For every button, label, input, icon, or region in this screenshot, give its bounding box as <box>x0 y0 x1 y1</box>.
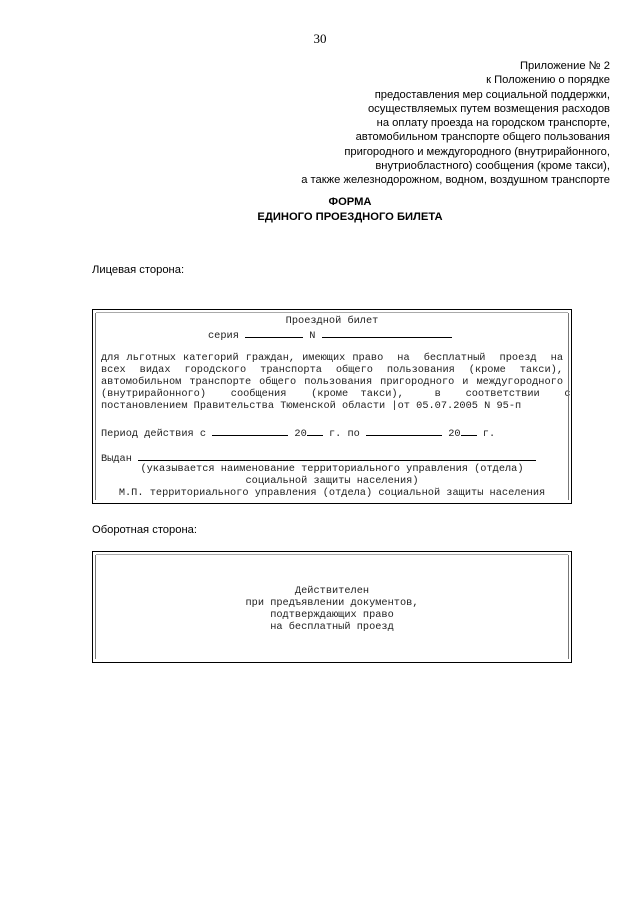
back-line: подтверждающих право <box>270 609 394 621</box>
back-line: при предъявлении документов, <box>245 597 419 609</box>
from-suffix: г. по <box>328 428 360 440</box>
year-prefix: 20 <box>448 428 461 440</box>
appendix-line: на оплату проезда на городском транспорте, <box>376 117 610 130</box>
form-title-line1: ФОРМА <box>328 196 372 208</box>
appendix-header <box>190 59 610 188</box>
page-number: 30 <box>313 31 327 46</box>
ticket-back-form <box>92 551 572 663</box>
back-line: на бесплатный проезд <box>270 621 394 633</box>
period-from-field[interactable] <box>212 426 288 436</box>
to-suffix: г. <box>482 428 496 440</box>
appendix-line: к Положению о порядке <box>486 74 610 87</box>
ticket-title: Проездной билет <box>285 315 379 327</box>
body-line: автомобильном транспорте общего пользования пригородного и междугородного <box>101 376 563 388</box>
period-row <box>101 426 495 440</box>
ticket-front-form <box>92 309 572 504</box>
number-field[interactable] <box>322 328 452 338</box>
appendix-line: а также железнодорожном, водном, воздушном транспорте <box>301 174 610 187</box>
series-field[interactable] <box>245 328 303 338</box>
year-prefix: 20 <box>294 428 307 440</box>
appendix-line: пригородного и междугородного (внутрирайонного, <box>344 145 610 158</box>
stamp-line: М.П. территориального управления (отдела) социальной защиты населения <box>118 487 546 499</box>
appendix-line: автомобильном транспорте общего пользования <box>355 131 610 144</box>
issued-note-1: (указывается наименование территориального управления (отдела) <box>140 463 524 475</box>
body-line: всех видах городского транспорта общего пользования (кроме такси), <box>101 364 563 376</box>
appendix-line: предоставления мер социальной поддержки, <box>374 88 610 101</box>
issued-field[interactable] <box>138 451 536 461</box>
issued-label: Выдан <box>101 453 132 465</box>
period-label: Период действия с <box>101 428 207 440</box>
appendix-line: Приложение № 2 <box>519 60 610 72</box>
form-title <box>0 195 640 224</box>
top-rule <box>96 312 568 313</box>
back-side-label: Оборотная сторона: <box>92 524 197 536</box>
period-to-field[interactable] <box>366 426 442 436</box>
series-label: серия <box>208 330 239 342</box>
body-line: (внутрирайонного) сообщения (кроме такси), в соответствии с <box>101 388 571 400</box>
front-side-label: Лицевая сторона: <box>92 264 185 276</box>
appendix-line: внутриобластного) сообщения (кроме такси), <box>375 160 610 173</box>
appendix-line: осуществляемых путем возмещения расходов <box>367 102 610 115</box>
issued-note-2: социальной защиты населения) <box>245 475 419 487</box>
body-line: для льготных категорий граждан, имеющих право на бесплатный проезд на <box>101 352 563 364</box>
form-title-line2: ЕДИНОГО ПРОЕЗДНОГО БИЛЕТА <box>257 210 443 223</box>
top-rule <box>96 554 568 555</box>
year-from-field[interactable] <box>307 426 323 436</box>
year-to-field[interactable] <box>461 426 477 436</box>
back-line: Действителен <box>294 585 370 597</box>
number-label: N <box>309 330 316 342</box>
body-line: постановлением Правительства Тюменской области |от 05.07.2005 N 95-п <box>101 400 522 412</box>
series-row <box>208 328 452 342</box>
